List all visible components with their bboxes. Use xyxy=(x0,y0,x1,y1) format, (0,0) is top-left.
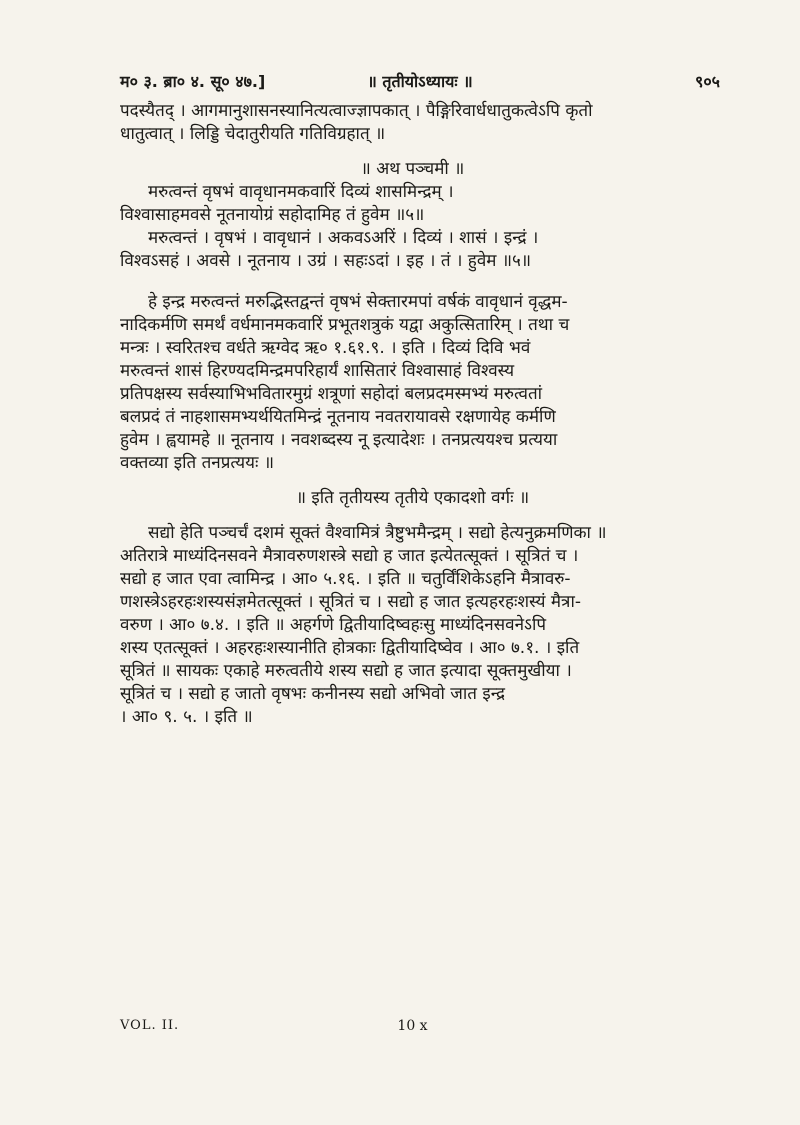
commentary-line: मरुत्वन्तं शासं हिरण्यदमिन्द्रमपरिहार्यं शासितारं विश्वासाहं विश्वस्य xyxy=(120,361,515,381)
commentary-line: वक्तव्या इति तनप्रत्ययः ॥ xyxy=(120,453,275,473)
commentary-line: हे इन्द्र मरुत्वन्तं मरुद्भिस्तद्वन्तं वृषभं सेक्तारमपां वर्षकं वावृधानं वृद्धम- xyxy=(148,292,568,312)
final-line: अतिरात्रे माध्यंदिनसवने मैत्रावरुणशस्त्रे सद्यो ह जात इत्येतत्सूक्तं । सूत्रितं च । xyxy=(120,546,579,566)
final-line: सद्यो हेति पञ्चर्चं दशमं सूक्तं वैश्वामित्रं त्रैष्टुभमैन्द्रम् । सद्यो हेत्यनुक्रमणिका ॥ xyxy=(148,523,607,543)
final-line: । आ० ९. ५. । इति ॥ xyxy=(120,707,253,727)
commentary-line: प्रतिपक्षस्य सर्वस्याभिभवितारमुग्रं शत्रूणां सहोदां बलप्रदमस्मभ्यं मरुत्वतां xyxy=(120,384,543,404)
intro-line: धातुत्वात् । लिड्डि चेदातुरीयति गतिविग्रहात् ॥ xyxy=(120,124,386,144)
verse-line: मरुत्वन्तं वृषभं वावृधानमकवारिं दिव्यं शासमिन्द्रम् । xyxy=(148,182,454,202)
final-line: सद्यो ह जात एवा त्वामिन्द्र । आ० ५.१६. । इति ॥ चतुर्विंशिकेऽहनि मैत्रावरु- xyxy=(120,569,571,589)
colophon: ॥ इति तृतीयस्य तृतीये एकादशो वर्गः ॥ xyxy=(295,488,530,508)
final-line: सूत्रितं च । सद्यो ह जातो वृषभः कनीनस्य सद्यो अभिवो जात इन्द्र xyxy=(120,684,505,704)
page-body xyxy=(120,100,705,729)
page-header xyxy=(120,70,720,94)
padapatha-line: विश्वऽसहं । अवसे । नूतनाय । उग्रं । सहःऽदां । इह । तं । हुवेम ॥५॥ xyxy=(120,251,532,271)
intro-line: पदस्यैतद् । आगमानुशासनस्यानित्यत्वाज्ज्ञापकात् । पैङ्गिरिवार्धधातुकत्वेऽपि कृतो xyxy=(120,101,593,121)
volume-label: VOL. II. xyxy=(120,1018,180,1033)
signature-mark: 10 x xyxy=(397,1018,428,1034)
final-line: वरुण । आ० ७.४. । इति ॥ अहर्गणे द्वितीयादिष्वहःसु माध्यंदिनसवनेऽपि xyxy=(120,615,547,635)
final-line: णशस्त्रेऽहरहःशस्यसंज्ञमेतत्सूक्तं । सूत्रितं च । सद्यो ह जात इत्यहरहःशस्यं मैत्रा- xyxy=(120,592,581,612)
commentary-line: हुवेम । ह्वयामहे ॥ नूतनाय । नवशब्दस्य नू इत्यादेशः । तनप्रत्ययश्च प्रत्यया xyxy=(120,430,558,450)
verse-line: विश्वासाहमवसे नूतनायोग्रं सहोदामिह तं हुवेम ॥५॥ xyxy=(120,205,425,225)
page-footer xyxy=(120,1018,705,1038)
page-number: ९०५ xyxy=(695,72,720,91)
header-chapter-title: ॥ तृतीयोऽध्यायः ॥ xyxy=(367,72,473,91)
commentary-line: मन्त्रः । स्वरितश्च वर्धते ऋग्वेद ऋ० १.६१.९. । इति । दिव्यं दिवि भवं xyxy=(120,338,531,358)
final-line: शस्य एतत्सूक्तं । अहरहःशस्यानीति होत्रकाः द्वितीयादिष्वेव । आ० ७.१. । इति xyxy=(120,638,580,658)
section-title: ॥ अथ पञ्चमी ॥ xyxy=(360,159,465,179)
padapatha-line: मरुत्वन्तं । वृषभं । वावृधानं । अकवऽअरिं । दिव्यं । शासं । इन्द्रं । xyxy=(148,228,539,248)
commentary-line: बलप्रदं तं नाहशासमभ्यर्थयितमिन्द्रं नूतनाय नवतरायावसे रक्षणायेह कर्मणि xyxy=(120,407,556,427)
header-reference: म० ३. ब्रा० ४. सू० ४७.] xyxy=(120,72,266,91)
commentary-line: नादिकर्मणि समर्थं वर्धमानमकवारिं प्रभूतशत्रुकं यद्वा अकुत्सितारिम् । तथा च xyxy=(120,315,570,335)
final-line: सूत्रितं ॥ सायकः एकाहे मरुत्वतीये शस्य सद्यो ह जात इत्यादा सूक्तमुखीया । xyxy=(120,661,572,681)
